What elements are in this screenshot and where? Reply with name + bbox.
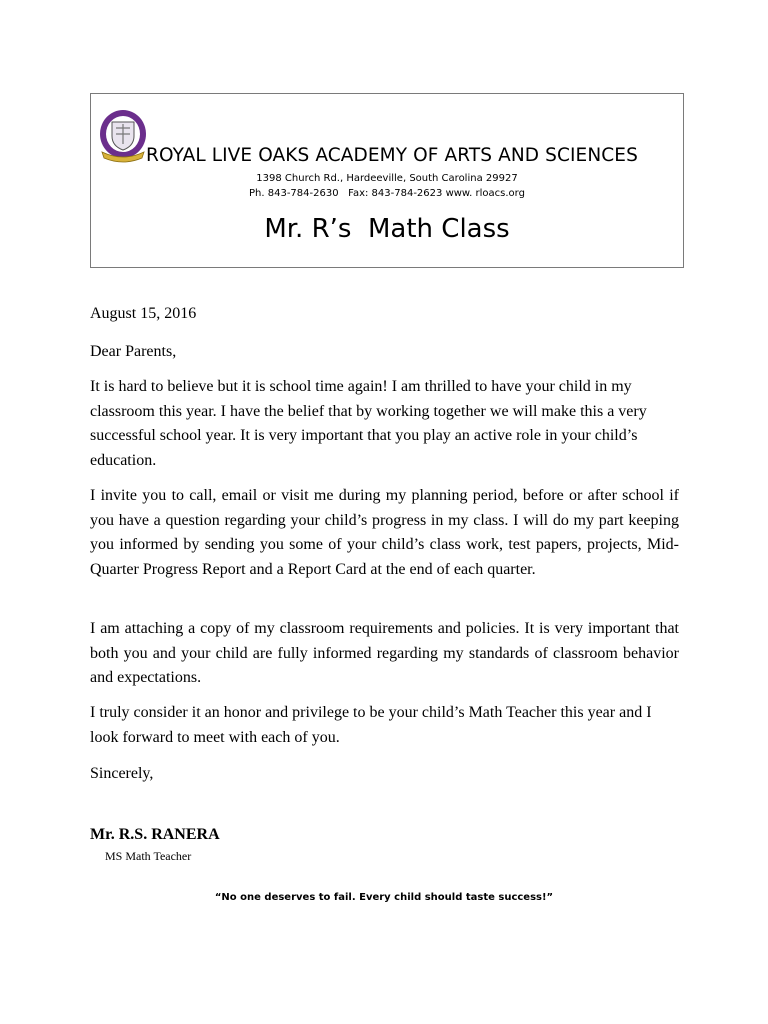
- letter-paragraph-1: It is hard to believe but it is school time again! I am thrilled to have your child in my classroom this year. I have the belief that by working together we will make this a very successful school year. It is very important that you play an active role in your child’s education.: [90, 378, 647, 469]
- school-address: 1398 Church Rd., Hardeeville, South Carolina 29927: [256, 173, 518, 184]
- school-contact: Ph. 843-784-2630 Fax: 843-784-2623 www. rloacs.org: [249, 188, 525, 199]
- school-crest-icon: [98, 108, 148, 166]
- signer-role: MS Math Teacher: [105, 849, 192, 863]
- letter-salutation: Dear Parents,: [90, 343, 177, 360]
- signer-name: Mr. R.S. RANERA: [90, 826, 220, 843]
- letter-paragraph-2: I invite you to call, email or visit me during my planning period, before or after school if you have a question regarding your child’s progress in my class. I will do my part keeping you informed by sending you some of your child’s class work, test papers, projects, Mid-Quarter Progress Report and a Report Card at the end of each quarter.: [90, 487, 679, 578]
- letter-paragraph-4: I truly consider it an honor and privilege to be your child’s Math Teacher this year and I look forward to meet with each of you.: [90, 704, 652, 746]
- class-title: Mr. R’s Math Class: [264, 214, 510, 244]
- letter-date: August 15, 2016: [90, 305, 197, 322]
- letter-paragraph-3: I am attaching a copy of my classroom requirements and policies. It is very important that both you and your child are fully informed regarding my standards of classroom behavior and expectations.: [90, 620, 679, 686]
- letter-closing: Sincerely,: [90, 765, 154, 782]
- motto: “No one deserves to fail. Every child should taste success!”: [214, 892, 554, 903]
- school-name: ROYAL LIVE OAKS ACADEMY OF ARTS AND SCIENCES: [146, 145, 638, 166]
